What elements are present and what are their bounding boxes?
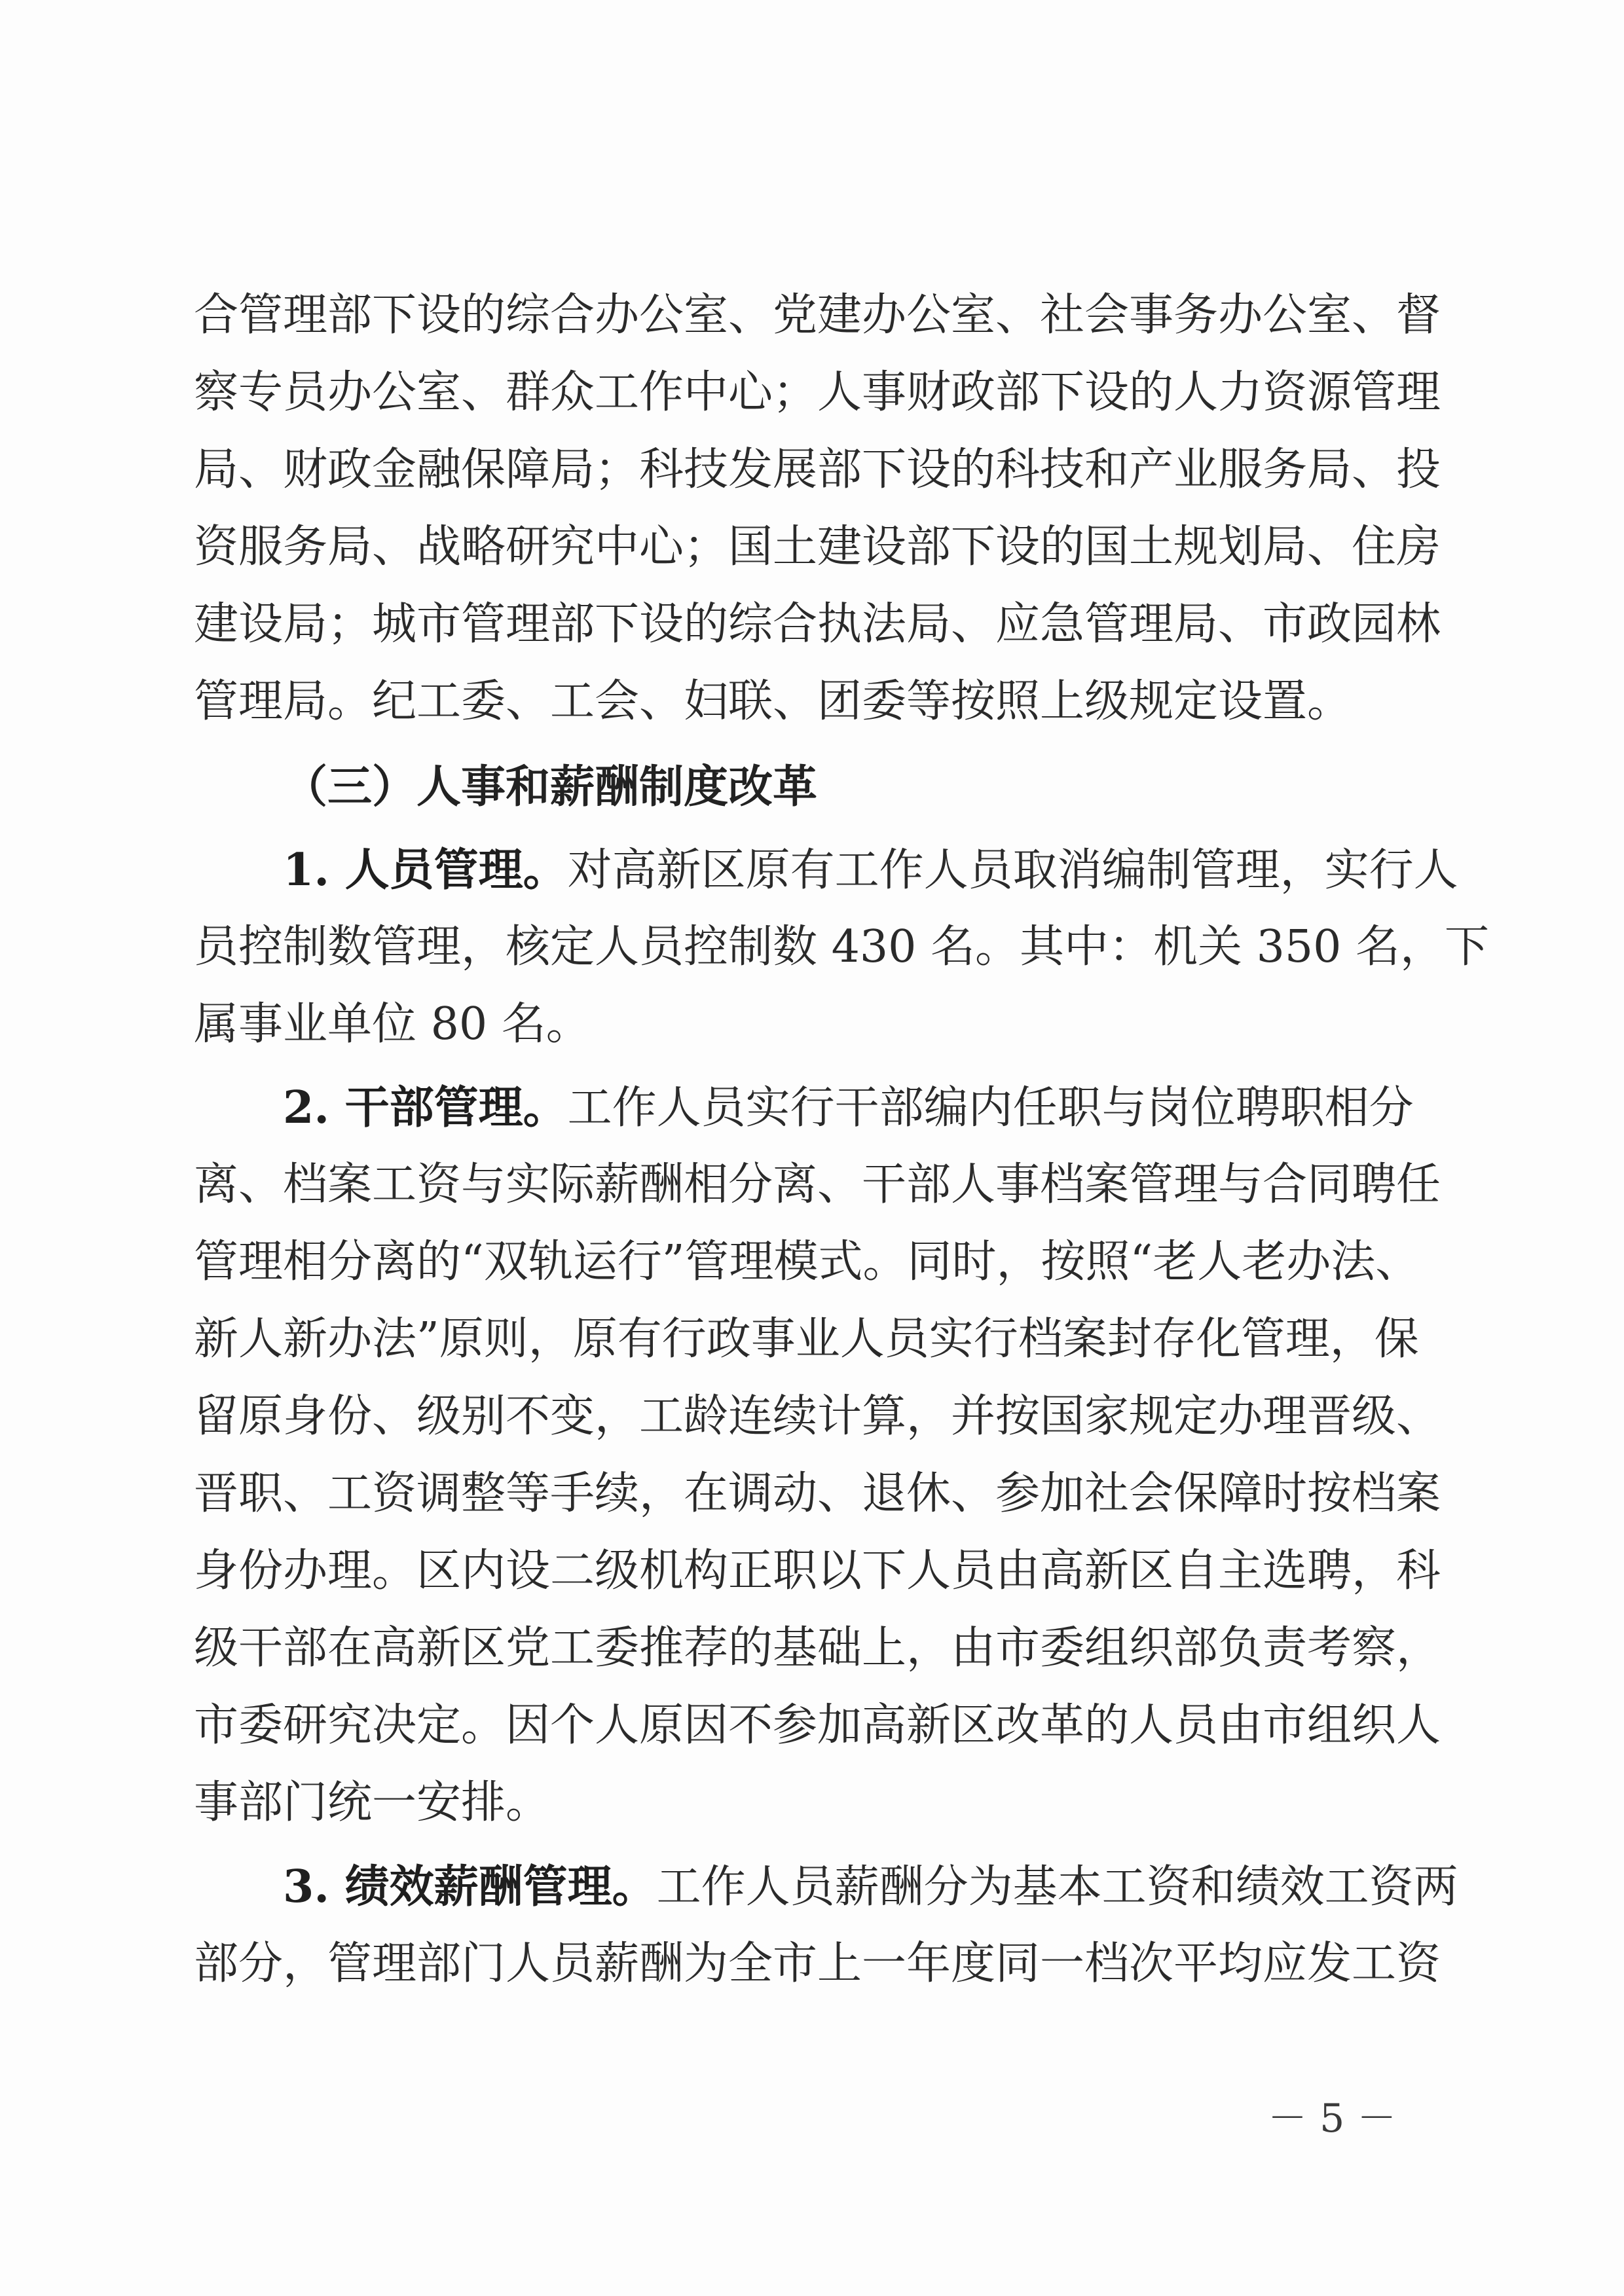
- body-line: 留原身份、级别不变，工龄连续计算，并按国家规定办理晋级、: [194, 1391, 1441, 1442]
- body-line: 事部门统一安排。: [194, 1777, 551, 1829]
- item-lead: 3. 绩效薪酬管理。: [283, 1861, 657, 1913]
- item-text: 工作人员薪酬分为基本工资和绩效工资两: [656, 1861, 1458, 1913]
- body-line: 级干部在高新区党工委推荐的基础上，由市委组织部负责考察，: [194, 1622, 1441, 1674]
- body-line: 察专员办公室、群众工作中心；人事财政部下设的人力资源管理: [194, 367, 1441, 418]
- body-line: 建设局；城市管理部下设的综合执法局、应急管理局、市政园林: [194, 598, 1441, 650]
- body-line: 身份办理。区内设二级机构正职以下人员由高新区自主选聘，科: [194, 1545, 1441, 1597]
- item-first-line: [283, 1082, 1414, 1134]
- body-line: 局、财政金融保障局；科技发展部下设的科技和产业服务局、投: [194, 444, 1441, 496]
- item-lead: 1. 人员管理。: [283, 844, 568, 896]
- body-line: 属事业单位 80 名。: [194, 998, 591, 1050]
- section-heading: （三）人事和薪酬制度改革: [283, 761, 818, 813]
- body-line: 新人新办法”原则，原有行政事业人员实行档案封存化管理，保: [194, 1313, 1419, 1365]
- body-line: 管理局。纪工委、工会、妇联、团委等按照上级规定设置。: [194, 676, 1352, 727]
- body-line: 资服务局、战略研究中心；国土建设部下设的国土规划局、住房: [194, 521, 1441, 573]
- page-number: － 5 －: [1268, 2096, 1397, 2141]
- item-text: 工作人员实行干部编内任职与岗位聘职相分: [567, 1082, 1414, 1134]
- item-lead: 2. 干部管理。: [283, 1082, 568, 1134]
- body-line: 晋职、工资调整等手续，在调动、退休、参加社会保障时按档案: [194, 1468, 1441, 1520]
- item-first-line: [283, 844, 1458, 896]
- body-line: 部分，管理部门人员薪酬为全市上一年度同一档次平均应发工资: [194, 1938, 1441, 1990]
- body-line: 市委研究决定。因个人原因不参加高新区改革的人员由市组织人: [194, 1700, 1441, 1751]
- body-line: 合管理部下设的综合办公室、党建办公室、社会事务办公室、督: [194, 289, 1441, 341]
- item-text: 对高新区原有工作人员取消编制管理，实行人: [567, 845, 1458, 896]
- body-line: 员控制数管理，核定人员控制数 430 名。其中：机关 350 名，下: [194, 921, 1490, 973]
- item-first-line: [283, 1861, 1458, 1913]
- body-line: 离、档案工资与实际薪酬相分离、干部人事档案管理与合同聘任: [194, 1159, 1441, 1211]
- body-line: 管理相分离的“双轨运行”管理模式。同时，按照“老人老办法、: [194, 1236, 1420, 1288]
